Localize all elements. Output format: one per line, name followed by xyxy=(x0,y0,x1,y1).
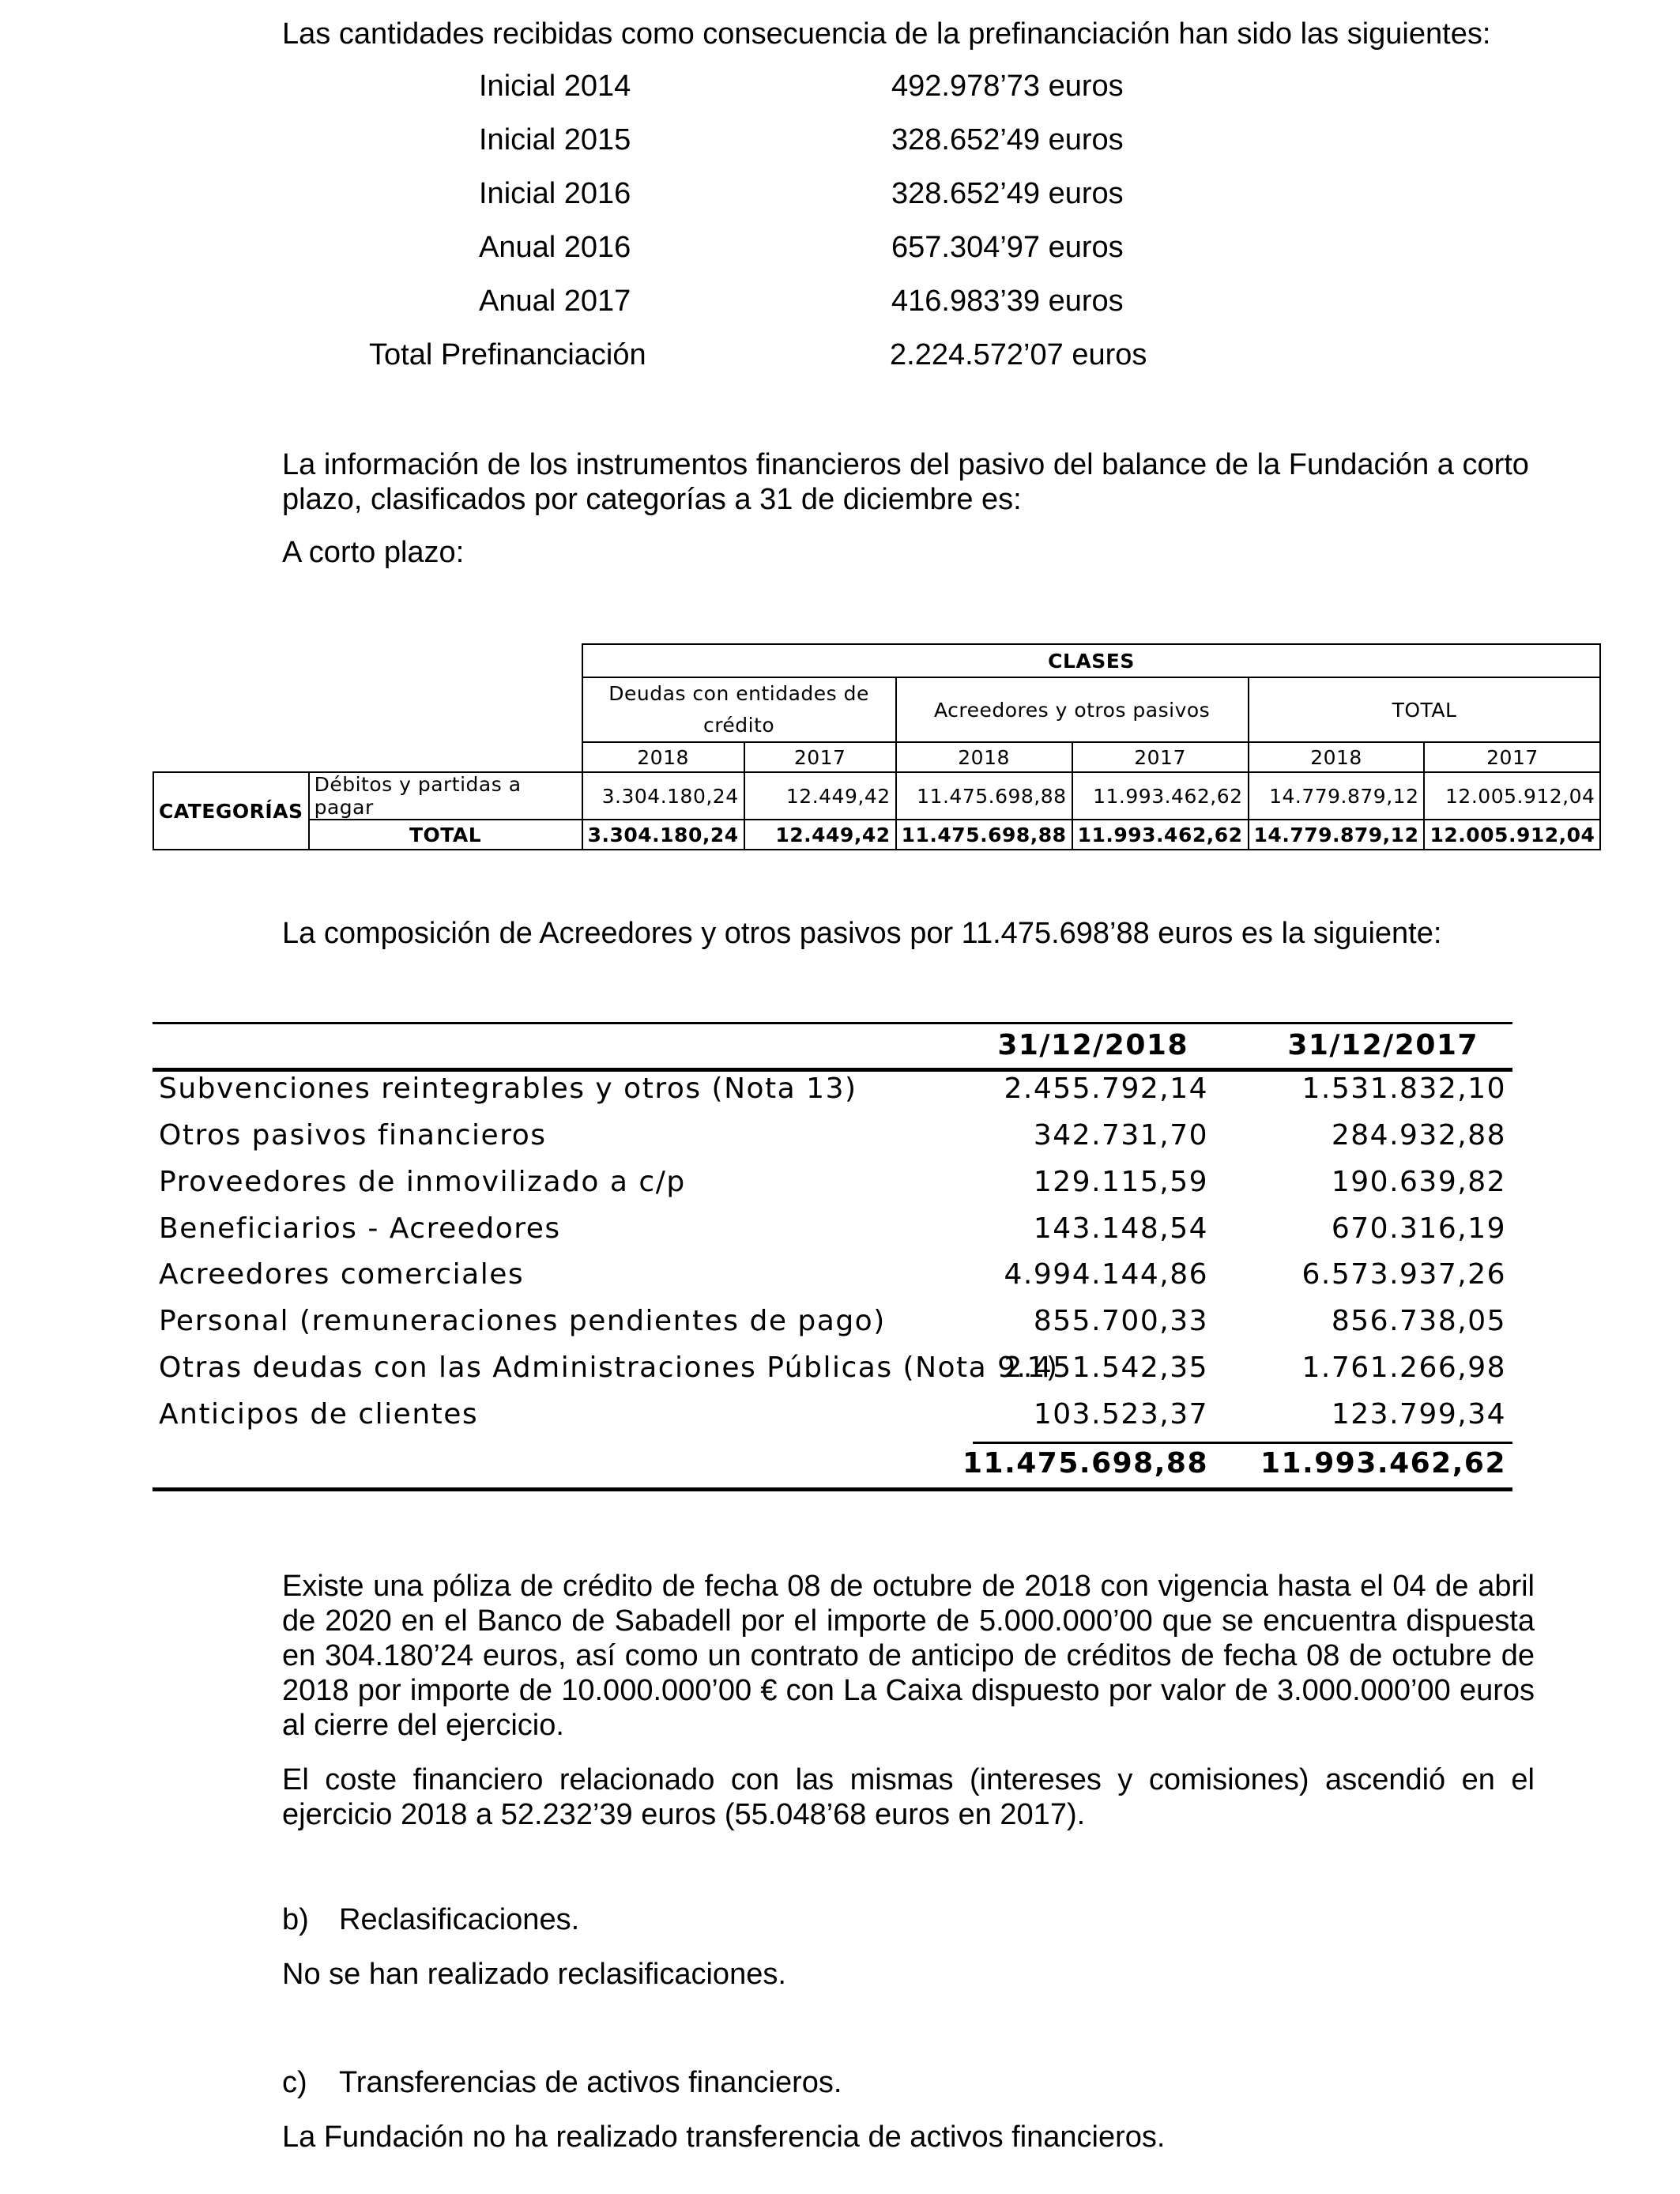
section-c-text: La Fundación no ha realizado transferencia de activos financieros. xyxy=(282,2120,1166,2154)
table-cell: 3.304.180,24 xyxy=(582,772,744,820)
table-rule xyxy=(153,1487,1512,1491)
section-marker: b) xyxy=(282,1903,309,1936)
value-2018: 143.148,54 xyxy=(1033,1212,1208,1245)
corto-plazo-label: A corto plazo: xyxy=(282,536,465,569)
year-header: 2018 xyxy=(896,742,1072,772)
value-2017: 1.761.266,98 xyxy=(1301,1351,1506,1384)
row-label: Anticipos de clientes xyxy=(159,1398,479,1431)
value-2017: 190.639,82 xyxy=(1331,1166,1506,1198)
value-2017: 670.316,19 xyxy=(1331,1212,1506,1245)
year-header: 2017 xyxy=(744,742,896,772)
value-2018: 4.994.144,86 xyxy=(1004,1258,1208,1291)
table-row xyxy=(153,1159,1512,1205)
value-2018: 129.115,59 xyxy=(1033,1166,1208,1198)
table-header-row xyxy=(153,1024,1512,1070)
table-row xyxy=(153,1252,1512,1298)
value-2018: 855.700,33 xyxy=(1033,1305,1208,1337)
table-cell: 12.449,42 xyxy=(744,772,896,820)
section-title: Reclasificaciones. xyxy=(339,1903,580,1936)
table-cell: 3.304.180,24 xyxy=(582,820,744,850)
column-header-2018: 31/12/2018 xyxy=(997,1029,1188,1061)
table-cell: 11.475.698,88 xyxy=(896,820,1072,850)
coste-paragraph: El coste financiero relacionado con las mismas (intereses y comisiones) ascendió en el ejercicio 2018 a 52.232’39 euros (55.048’68 euros en 2017). xyxy=(282,1763,1535,1831)
table-cell: 12.449,42 xyxy=(744,820,896,850)
table-cell: 14.779.879,12 xyxy=(1249,820,1425,850)
value-2017: 123.799,34 xyxy=(1331,1398,1506,1431)
row-label: TOTAL xyxy=(309,820,582,850)
list-item xyxy=(0,70,1680,109)
prefinanciacion-value: 657.304’97 euros xyxy=(891,231,1124,264)
prefinanciacion-value: 492.978’73 euros xyxy=(891,70,1124,103)
prefinanciacion-total xyxy=(0,338,1680,378)
section-b-text: No se han realizado reclasificaciones. xyxy=(282,1958,786,1991)
table-row xyxy=(153,1113,1512,1159)
prefinanciacion-value: 416.983’39 euros xyxy=(891,285,1124,318)
prefinanciacion-value: 328.652’49 euros xyxy=(891,177,1124,210)
table-cell: 11.993.462,62 xyxy=(1072,820,1249,850)
value-2017: 1.531.832,10 xyxy=(1301,1072,1506,1105)
total-2018: 11.475.698,88 xyxy=(962,1447,1208,1480)
table-row xyxy=(153,1392,1512,1438)
table-cell: 12.005.912,04 xyxy=(1424,772,1600,820)
group-header: TOTAL xyxy=(1249,677,1601,742)
value-2018: 103.523,37 xyxy=(1033,1398,1208,1431)
prefinanciacion-total-label: Total Prefinanciación xyxy=(369,338,646,371)
row-label: Subvenciones reintegrables y otros (Nota 13) xyxy=(159,1072,857,1105)
clases-table xyxy=(153,643,1601,850)
categorias-label: CATEGORÍAS xyxy=(153,772,309,850)
total-2017: 11.993.462,62 xyxy=(1260,1447,1506,1480)
value-2018: 2.455.792,14 xyxy=(1004,1072,1208,1105)
value-2018: 342.731,70 xyxy=(1033,1119,1208,1152)
row-label: Acreedores comerciales xyxy=(159,1258,525,1291)
row-label: Otros pasivos financieros xyxy=(159,1119,547,1152)
group-header: Deudas con entidades de crédito xyxy=(582,677,896,742)
table-row xyxy=(153,1299,1512,1344)
table-row xyxy=(153,820,1600,850)
section-title: Transferencias de activos financieros. xyxy=(339,2066,842,2099)
prefinanciacion-total-value: 2.224.572’07 euros xyxy=(890,338,1147,371)
column-header-2017: 31/12/2017 xyxy=(1287,1029,1478,1061)
value-2018: 2.451.542,35 xyxy=(1004,1351,1208,1384)
intro-pasivo: La información de los instrumentos financieros del pasivo del balance de la Fundación a corto plazo, clasificados por categorías a 31 de diciembre es: xyxy=(282,448,1529,516)
value-2017: 856.738,05 xyxy=(1331,1305,1506,1337)
value-2017: 284.932,88 xyxy=(1331,1119,1506,1152)
table-cell: 11.993.462,62 xyxy=(1072,772,1249,820)
table-cell: 14.779.879,12 xyxy=(1249,772,1425,820)
poliza-paragraph: Existe una póliza de crédito de fecha 08 de octubre de 2018 con vigencia hasta el 04 de abril de 2020 en el Banco de Sabadell por el importe de 5.000.000’00 que se encuentra dispuesta en 304.180’24 euros, así como un contrato de anticipo de créditos de fecha 08 de octubre de 2018 por importe de 10.000.000’00 € con La Caixa dispuesto por valor de 3.000.000’00 euros al cierre del ejercicio. xyxy=(282,1570,1535,1742)
section-marker: c) xyxy=(282,2066,307,2099)
row-label: Personal (remuneraciones pendientes de pago) xyxy=(159,1305,886,1337)
row-label: Débitos y partidas a pagar xyxy=(309,772,582,820)
year-header: 2018 xyxy=(1249,742,1425,772)
table-cell: 11.475.698,88 xyxy=(896,772,1072,820)
group-header: Acreedores y otros pasivos xyxy=(896,677,1249,742)
prefinanciacion-label: Inicial 2014 xyxy=(479,70,631,103)
year-header: 2017 xyxy=(1072,742,1249,772)
table-row xyxy=(153,1066,1512,1112)
row-label: Otras deudas con las Administraciones Públicas (Nota 9.1) xyxy=(159,1351,1059,1384)
list-item xyxy=(0,177,1680,217)
year-header: 2018 xyxy=(582,742,744,772)
prefinanciacion-value: 328.652’49 euros xyxy=(891,123,1124,156)
year-header: 2017 xyxy=(1424,742,1600,772)
table-row xyxy=(153,1206,1512,1252)
table-cell: 12.005.912,04 xyxy=(1424,820,1600,850)
prefinanciacion-label: Inicial 2015 xyxy=(479,123,631,156)
table-row xyxy=(153,772,1600,820)
clases-header: CLASES xyxy=(582,644,1601,677)
table-total-row xyxy=(153,1441,1512,1487)
prefinanciacion-label: Inicial 2016 xyxy=(479,177,631,210)
prefinanciacion-label: Anual 2016 xyxy=(479,231,631,264)
section-b-heading xyxy=(282,1903,580,1937)
row-label: Proveedores de inmovilizado a c/p xyxy=(159,1166,686,1198)
prefinanciacion-label: Anual 2017 xyxy=(479,285,631,318)
value-2017: 6.573.937,26 xyxy=(1301,1258,1506,1291)
intro-composicion: La composición de Acreedores y otros pasivos por 11.475.698’88 euros es la siguiente: xyxy=(282,917,1442,950)
row-label: Beneficiarios - Acreedores xyxy=(159,1212,561,1245)
list-item xyxy=(0,231,1680,270)
list-item xyxy=(0,123,1680,163)
table-row xyxy=(153,1345,1512,1391)
list-item xyxy=(0,285,1680,324)
intro-prefinanciacion: Las cantidades recibidas como consecuencia de la prefinanciación han sido las siguientes: xyxy=(282,17,1491,51)
section-c-heading xyxy=(282,2066,842,2100)
